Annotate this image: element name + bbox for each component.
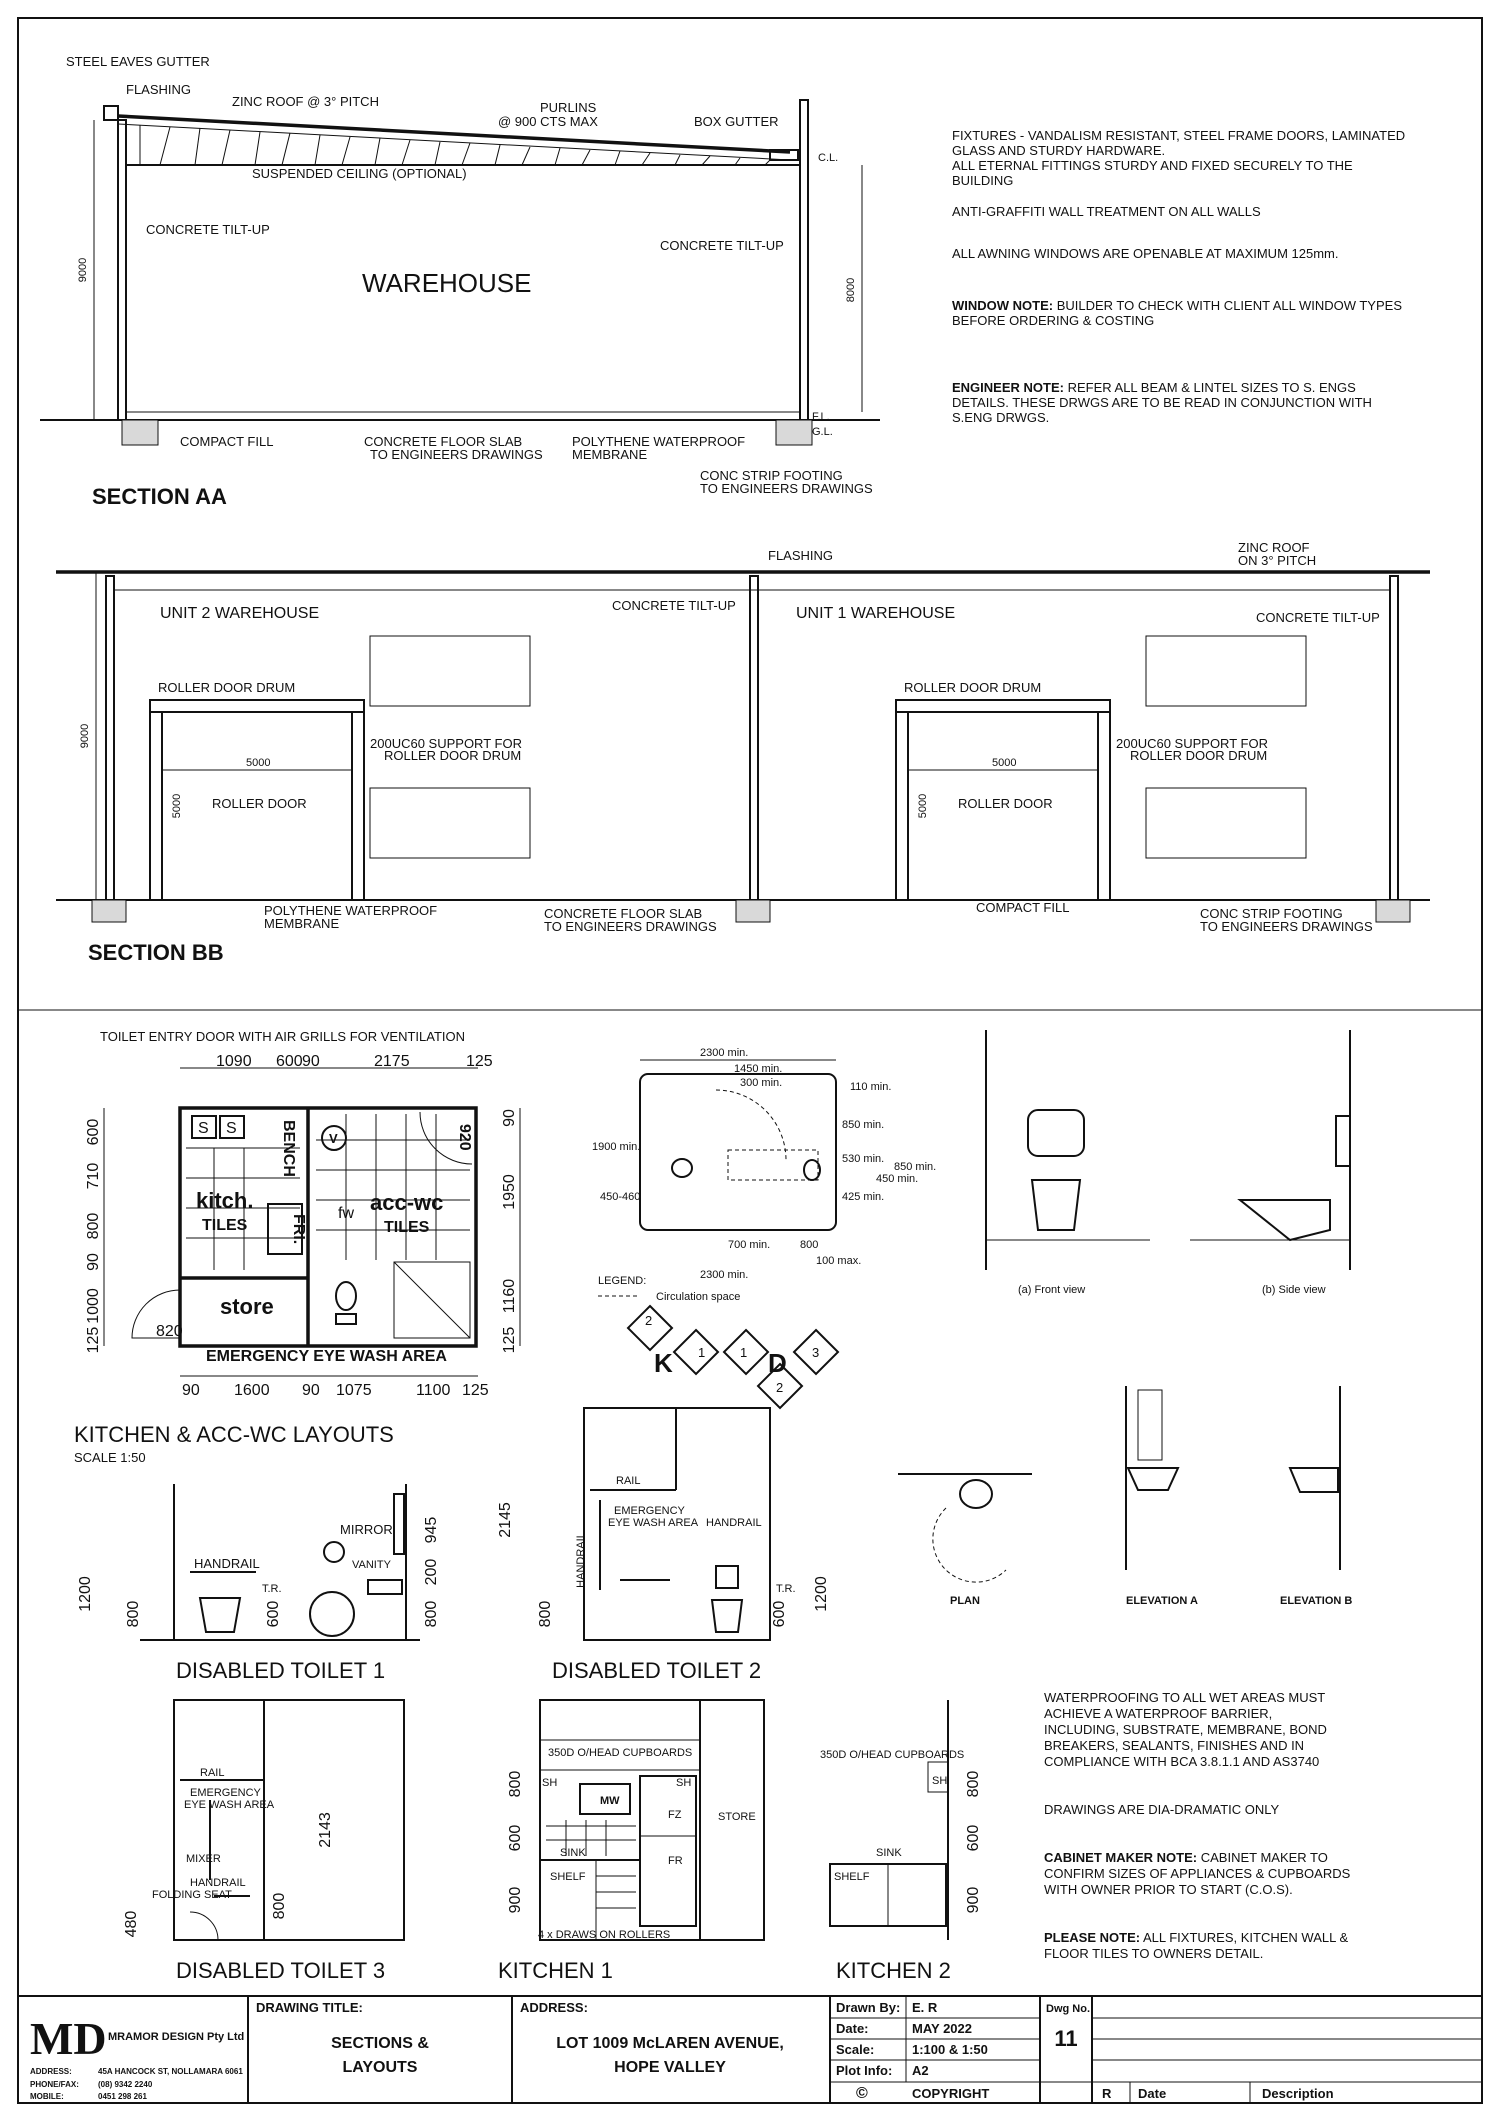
tb-mobile-label: MOBILE:	[30, 2092, 64, 2101]
note-window-head: WINDOW NOTE:	[952, 298, 1054, 313]
tb-dwg-no-label: Dwg No.	[1046, 2003, 1090, 2015]
note-engineer-1: REFER ALL BEAM & LINTEL SIZES TO S. ENGS	[1063, 380, 1356, 395]
basin-elev-a-mirror	[1138, 1390, 1162, 1460]
plan-cistern	[336, 1314, 356, 1324]
bb-flashing: FLASHING	[768, 548, 834, 563]
bb-dim-9000: 9000	[79, 723, 91, 749]
plan-fw: fw	[338, 1205, 354, 1222]
ref-h425: 425 min.	[842, 1191, 885, 1203]
bb-u1-support-2: ROLLER DOOR DRUM	[1130, 748, 1268, 763]
bb-footing-2-label: TO ENGINEERS DRAWINGS	[1200, 919, 1373, 934]
ref-h850b: 850 min.	[894, 1161, 937, 1173]
dt2-toilet	[712, 1600, 742, 1632]
bb-u2-dim-5000: 5000	[246, 757, 271, 769]
dt3-eye-2: EYE WASH AREA	[184, 1799, 275, 1811]
k1-fridge-freezer	[640, 1776, 696, 1926]
dt1-dim-3: 600	[265, 1600, 282, 1628]
dt1-dim-2: 800	[125, 1600, 142, 1628]
wp-5: COMPLIANCE WITH BCA 3.8.1.1 AND AS3740	[1044, 1754, 1320, 1769]
basin-plan-caption: PLAN	[950, 1595, 980, 1607]
plan-toilet	[336, 1282, 356, 1310]
dt3-frame	[174, 1700, 404, 1940]
bb-unit2: UNIT 2 WAREHOUSE	[160, 605, 320, 622]
bb-u2-support-2: ROLLER DOOR DRUM	[384, 748, 522, 763]
ref-side-cistern	[1336, 1116, 1350, 1166]
k1-cupboards-label: 350D O/HEAD CUPBOARDS	[548, 1747, 693, 1759]
dt1-tr-label: T.R.	[262, 1583, 282, 1595]
note-fixtures-2: GLASS AND STURDY HARDWARE.	[952, 143, 1166, 158]
bb-u2-post-left	[150, 712, 162, 900]
plan-kitchen-label: kitch.	[196, 1188, 254, 1213]
ref-front-cistern	[1028, 1110, 1084, 1156]
marker-k-top-num: 2	[645, 1313, 653, 1328]
ref-circ: Circulation space	[656, 1291, 741, 1303]
plan-accwc-label: acc-wc	[370, 1190, 444, 1215]
aa-zinc-roof: ZINC ROOF @ 3° PITCH	[232, 94, 379, 109]
marker-d-right-num: 3	[812, 1345, 820, 1360]
aa-poly-2: MEMBRANE	[572, 447, 648, 462]
dt1-dim-5: 200	[423, 1558, 440, 1586]
k2-sink: SINK	[876, 1847, 902, 1859]
dt1-title: DISABLED TOILET 1	[176, 1658, 386, 1683]
k1-sink: SINK	[560, 1847, 586, 1859]
tb-drawing-title-label: DRAWING TITLE:	[256, 2000, 363, 2015]
plan-left-dim-2: 710	[85, 1162, 102, 1190]
tb-plot-label: Plot Info:	[836, 2063, 893, 2078]
plan-eye-wash: EMERGENCY EYE WASH AREA	[206, 1348, 447, 1365]
dt1-dim-4: 945	[423, 1516, 440, 1544]
k1-fz: FZ	[668, 1809, 682, 1821]
k2-dim-1: 800	[965, 1770, 982, 1798]
aa-slab	[126, 412, 800, 420]
ref-legend: LEGEND:	[598, 1275, 647, 1287]
tb-rev-desc: Description	[1262, 2086, 1334, 2101]
plan-right-dim-4: 125	[501, 1326, 518, 1354]
tb-rev-grid	[1092, 2018, 1482, 2060]
plan-kitchen-tiles-label: TILES	[202, 1217, 248, 1234]
plan-heading: TOILET ENTRY DOOR WITH AIR GRILLS FOR VENTILATION	[100, 1029, 466, 1044]
aa-roof-line	[118, 116, 790, 152]
k1-fr: FR	[668, 1855, 683, 1867]
please-1: ALL FIXTURES, KITCHEN WALL &	[1140, 1930, 1349, 1945]
aa-left-wall	[118, 120, 126, 420]
dt3-folding-seat	[190, 1912, 218, 1940]
ref-h850: 850 min.	[842, 1119, 885, 1131]
tb-dwg-no: 11	[1054, 2026, 1078, 2051]
cab-head: CABINET MAKER NOTE:	[1044, 1850, 1198, 1865]
aa-right-wall	[800, 100, 808, 420]
basin-elev-b-basin	[1290, 1468, 1338, 1492]
plan-door-920: 920	[456, 1124, 473, 1151]
aa-eaves-gutter	[104, 106, 118, 120]
plan-bottom-dim-2: 1600	[234, 1382, 270, 1399]
bb-u1-roller-door: ROLLER DOOR	[958, 796, 1053, 811]
please-note	[1044, 1930, 1348, 1945]
cab-3: WITH OWNER PRIOR TO START (C.O.S).	[1044, 1882, 1293, 1897]
k1-store: STORE	[718, 1811, 756, 1823]
dt1-vanity-label: VANITY	[352, 1559, 391, 1571]
ref-w2300: 2300 min.	[700, 1047, 749, 1059]
bb-tilt-right: CONCRETE TILT-UP	[1256, 610, 1380, 625]
tb-date: MAY 2022	[912, 2021, 972, 2036]
dt3-mixer: MIXER	[186, 1853, 221, 1865]
k1-sh-left: SH	[542, 1777, 558, 1789]
tb-copyright-symbol: ©	[856, 2085, 868, 2102]
bb-footing-3	[1376, 900, 1410, 922]
note-graffiti: ANTI-GRAFFITI WALL TREATMENT ON ALL WALLS	[952, 204, 1261, 219]
dt3-elevation	[123, 1700, 404, 1983]
ref-b100: 100 max.	[816, 1255, 862, 1267]
plan-accwc-tiles	[316, 1114, 470, 1260]
basin-plan-basin	[960, 1480, 992, 1508]
plan-left-dim-3: 800	[85, 1212, 102, 1240]
ref-front-caption: (a) Front view	[1018, 1284, 1086, 1296]
plan-top-dim-3: 90	[302, 1053, 320, 1070]
dt2-rail-label: RAIL	[616, 1475, 641, 1487]
aa-poly-1: POLYTHENE WATERPROOF	[572, 434, 746, 449]
k1-sh-right: SH	[676, 1777, 692, 1789]
plan-store-label: store	[220, 1294, 274, 1319]
bb-slab-2: TO ENGINEERS DRAWINGS	[544, 919, 717, 934]
plan-title: KITCHEN & ACC-WC LAYOUTS	[74, 1422, 394, 1447]
dt2-handrail-v-label: HANDRAIL	[575, 1532, 587, 1588]
plan-left-dim-1: 600	[85, 1118, 102, 1146]
tb-drawing-title-1: SECTIONS &	[331, 2035, 429, 2052]
ref-l450: 450-460	[600, 1191, 641, 1203]
aa-cl: C.L.	[818, 152, 839, 164]
marker-d-left-num: 1	[740, 1345, 748, 1360]
aa-slab-1: CONCRETE FLOOR SLAB	[364, 434, 523, 449]
dt1-wheelchair	[310, 1592, 354, 1636]
ref-w1450: 1450 min.	[734, 1063, 783, 1075]
tb-rev-date: Date	[1138, 2086, 1167, 2101]
plan-top-dim-2: 600	[276, 1053, 303, 1070]
note-engineer-head: ENGINEER NOTE:	[952, 380, 1064, 395]
dia-note: DRAWINGS ARE DIA-DRAMATIC ONLY	[1044, 1802, 1280, 1817]
bb-title: SECTION BB	[88, 940, 224, 965]
k2-title: KITCHEN 2	[836, 1958, 951, 1983]
ref-front-pan	[1032, 1180, 1080, 1230]
dt2-dim-3: 600	[771, 1600, 788, 1628]
basin-elev-a-caption: ELEVATION A	[1126, 1595, 1198, 1607]
aa-footing-left	[122, 420, 158, 445]
plan-left-dim-5: 1000	[85, 1288, 102, 1324]
plan-top-dim-4: 2175	[374, 1053, 410, 1070]
wp-2: ACHIEVE A WATERPROOF BARRIER,	[1044, 1706, 1273, 1721]
dt2-elevation	[497, 1408, 830, 1683]
k1-dim-1: 800	[507, 1770, 524, 1798]
bb-poly-1: POLYTHENE WATERPROOF	[264, 903, 438, 918]
tb-phone-value: (08) 9342 2240	[98, 2080, 153, 2089]
bb-u2-drum-label: ROLLER DOOR DRUM	[158, 680, 296, 695]
aa-footing-1: CONC STRIP FOOTING	[700, 468, 843, 483]
cab-1: CABINET MAKER TO	[1197, 1850, 1328, 1865]
ref-plan-toilet	[672, 1159, 692, 1177]
general-notes	[952, 128, 1405, 425]
bb-footing-1	[92, 900, 126, 922]
view-markers	[628, 1306, 838, 1408]
wet-area-notes	[1044, 1690, 1351, 1961]
k1-drawers	[596, 1860, 636, 1940]
dt1-handrail-label: HANDRAIL	[194, 1556, 260, 1571]
ref-plan-room	[640, 1074, 836, 1230]
title-block	[18, 1996, 1482, 2103]
dt2-title: DISABLED TOILET 2	[552, 1658, 762, 1683]
note-window	[952, 298, 1402, 313]
k2-shelf: SHELF	[834, 1871, 870, 1883]
aa-concrete-tilt-right: CONCRETE TILT-UP	[660, 238, 784, 253]
marker-k-right	[674, 1330, 718, 1374]
plan-right-dim-3: 1160	[501, 1278, 518, 1314]
bb-zinc-1: ZINC ROOF	[1238, 540, 1310, 555]
ref-plan-basin	[804, 1160, 820, 1180]
aa-purlins-cts: @ 900 CTS MAX	[498, 114, 598, 129]
aa-box-gutter-label: BOX GUTTER	[694, 114, 779, 129]
wp-3: INCLUDING, SUBSTRATE, MEMBRANE, BOND	[1044, 1722, 1327, 1737]
note-engineer-3: S.ENG DRWGS.	[952, 410, 1050, 425]
note-awning: ALL AWNING WINDOWS ARE OPENABLE AT MAXIMUM 125mm.	[952, 246, 1339, 261]
ref-h450: 450 min.	[876, 1173, 919, 1185]
tb-scale-label: Scale:	[836, 2042, 875, 2057]
bb-u2-post-right	[352, 712, 364, 900]
tb-phone-label: PHONE/FAX:	[30, 2080, 79, 2089]
bb-u1-window-bottom	[1146, 788, 1306, 858]
plan-left-dim-6: 125	[85, 1326, 102, 1354]
bb-left-wall	[106, 576, 114, 900]
dt2-eye-2: EYE WASH AREA	[608, 1517, 699, 1529]
basin-elev-b-caption: ELEVATION B	[1280, 1595, 1353, 1607]
marker-d-bottom-num: 2	[776, 1380, 784, 1395]
note-engineer-2: DETAILS. THESE DRWGS ARE TO BE READ IN CONJUNCTION WITH	[952, 395, 1372, 410]
plan-vanity-label: V	[329, 1131, 338, 1146]
bb-u2-roller-door: ROLLER DOOR	[212, 796, 307, 811]
aa-suspended-ceiling: SUSPENDED CEILING (OPTIONAL)	[252, 166, 467, 181]
aa-title: SECTION AA	[92, 484, 227, 509]
bb-u1-support-1: 200UC60 SUPPORT FOR	[1116, 736, 1268, 751]
ref-h530: 530 min.	[842, 1153, 885, 1165]
reference-plan	[592, 1047, 936, 1303]
tb-copyright: COPYRIGHT	[912, 2086, 990, 2101]
dt3-dim-3: 480	[123, 1910, 140, 1938]
plan-fridge-label: FRI.	[290, 1214, 307, 1245]
aa-footing-2: TO ENGINEERS DRAWINGS	[700, 481, 873, 496]
cab-2: CONFIRM SIZES OF APPLIANCES & CUPBOARDS	[1044, 1866, 1351, 1881]
bb-zinc-2: ON 3° PITCH	[1238, 553, 1317, 568]
k2-sh: SH	[932, 1775, 948, 1787]
bb-slab-1: CONCRETE FLOOR SLAB	[544, 906, 703, 921]
wp-1: WATERPROOFING TO ALL WET AREAS MUST	[1044, 1690, 1326, 1705]
bb-u1-window-top	[1146, 636, 1306, 706]
bb-u1-drum	[896, 700, 1110, 712]
dt1-mirror-label: MIRROR	[340, 1522, 393, 1537]
please-2: FLOOR TILES TO OWNERS DETAIL.	[1044, 1946, 1264, 1961]
dt2-dim-1: 2145	[497, 1502, 514, 1538]
tb-company: MRAMOR DESIGN Pty Ltd	[108, 2031, 245, 2043]
note-fixtures-1: FIXTURES - VANDALISM RESISTANT, STEEL FRAME DOORS, LAMINATED	[952, 128, 1406, 143]
dt2-tr-label: T.R.	[776, 1583, 796, 1595]
plan-bottom-dim-6: 125	[462, 1382, 489, 1399]
section-aa	[40, 54, 880, 509]
marker-k-right-num: 1	[698, 1345, 706, 1360]
plan-scale: SCALE 1:50	[74, 1450, 146, 1465]
plan-shower-diag	[394, 1262, 470, 1338]
k2-dim-2: 600	[965, 1824, 982, 1852]
tb-site-address-1: LOT 1009 McLAREN AVENUE,	[556, 2035, 784, 2052]
aa-flashing: FLASHING	[126, 82, 192, 97]
plan-accwc-tiles-label: TILES	[384, 1219, 430, 1236]
dt3-eye-1: EMERGENCY	[190, 1787, 261, 1799]
note-window-1: BUILDER TO CHECK WITH CLIENT ALL WINDOW TYPES	[1053, 298, 1402, 313]
note-fixtures-3: ALL ETERNAL FITTINGS STURDY AND FIXED SECURELY TO THE	[952, 158, 1353, 173]
ref-h1900: 1900 min.	[592, 1141, 641, 1153]
plan-left-dim-4: 90	[85, 1253, 102, 1271]
tb-date-label: Date:	[836, 2021, 869, 2036]
tb-address-label: ADDRESS:	[30, 2067, 72, 2076]
dt2-eye-1: EMERGENCY	[614, 1505, 685, 1517]
ref-b800: 800	[800, 1239, 819, 1251]
bb-u2-support-1: 200UC60 SUPPORT FOR	[370, 736, 522, 751]
k1-dim-3: 900	[507, 1886, 524, 1914]
basin-elev-a-basin	[1128, 1468, 1178, 1490]
ref-side-caption: (b) Side view	[1262, 1284, 1326, 1296]
aa-slab-2: TO ENGINEERS DRAWINGS	[370, 447, 543, 462]
plan-bottom-dim-4: 1075	[336, 1382, 372, 1399]
dt2-handrail-label: HANDRAIL	[706, 1517, 762, 1529]
reference-elevations	[986, 1030, 1350, 1296]
marker-k-letter: K	[654, 1348, 673, 1378]
k1-title: KITCHEN 1	[498, 1958, 613, 1983]
ref-b2300: 2300 min.	[700, 1269, 749, 1281]
plan-sink-1-label: S	[198, 1120, 209, 1137]
aa-steel-eaves-gutter: STEEL EAVES GUTTER	[66, 54, 210, 69]
dt3-rail-label: RAIL	[200, 1767, 225, 1779]
bb-compact-fill: COMPACT FILL	[976, 900, 1070, 915]
plan-right-dim-1: 90	[501, 1109, 518, 1127]
ref-side-pan	[1240, 1200, 1330, 1240]
bb-u2-drum	[150, 700, 364, 712]
layout-plan	[74, 1029, 520, 1465]
tb-drawn-by: E. R	[912, 2000, 938, 2015]
cab-note	[1044, 1850, 1328, 1865]
aa-dim-8000: 8000	[845, 277, 857, 303]
dt1-dim-6: 800	[423, 1600, 440, 1628]
dt3-title: DISABLED TOILET 3	[176, 1958, 386, 1983]
dt2-dim-2: 800	[537, 1600, 554, 1628]
bb-footing-2	[736, 900, 770, 922]
plan-sink-2-label: S	[226, 1120, 237, 1137]
note-fixtures-4: BUILDING	[952, 173, 1014, 188]
dt1-vanity	[368, 1580, 402, 1594]
bb-party-wall	[750, 576, 758, 900]
plan-bottom-dim-1: 90	[182, 1382, 200, 1399]
marker-d-letter: D	[768, 1348, 787, 1378]
dt2-cistern	[716, 1566, 738, 1588]
plan-top-dim-1: 1090	[216, 1053, 252, 1070]
aa-compact-fill: COMPACT FILL	[180, 434, 274, 449]
dt1-dim-1: 1200	[77, 1576, 94, 1612]
tb-scale: 1:100 & 1:50	[912, 2042, 988, 2057]
bb-u1-post-left	[896, 712, 908, 900]
ref-w300: 300 min.	[740, 1077, 783, 1089]
dt2-dim-4: 1200	[813, 1576, 830, 1612]
k1-elevation	[498, 1700, 764, 1983]
bb-unit1: UNIT 1 WAREHOUSE	[796, 605, 956, 622]
tb-site-address-label: ADDRESS:	[520, 2000, 588, 2015]
bb-tilt-mid: CONCRETE TILT-UP	[612, 598, 736, 613]
aa-warehouse: WAREHOUSE	[362, 268, 532, 298]
aa-dim-9000: 9000	[77, 257, 89, 283]
k1-mw: MW	[600, 1795, 620, 1807]
ref-h110: 110 min.	[850, 1081, 892, 1093]
aa-roof-underside	[118, 124, 790, 160]
wp-4: BREAKERS, SEALANTS, FINISHES AND IN	[1044, 1738, 1305, 1753]
bb-u2-window-top	[370, 636, 530, 706]
plan-top-dim-5: 125	[466, 1053, 493, 1070]
dt3-dim-1: 2143	[317, 1812, 334, 1848]
tb-plot: A2	[912, 2063, 929, 2078]
k1-dim-2: 600	[507, 1824, 524, 1852]
please-head: PLEASE NOTE:	[1044, 1930, 1141, 1945]
plan-right-dim-2: 1950	[501, 1174, 518, 1210]
tb-drawing-title-2: LAYOUTS	[342, 2059, 418, 2076]
tb-mobile-value: 0451 298 261	[98, 2092, 147, 2101]
ref-b700: 700 min.	[728, 1239, 771, 1251]
plan-bottom-dim-5: 1100	[416, 1382, 451, 1399]
k2-dim-3: 900	[965, 1886, 982, 1914]
note-window-2: BEFORE ORDERING & COSTING	[952, 313, 1155, 328]
aa-concrete-tilt-left: CONCRETE TILT-UP	[146, 222, 270, 237]
k1-shelf: SHELF	[550, 1871, 586, 1883]
tb-rev-r: R	[1102, 2086, 1112, 2101]
bb-right-wall	[1390, 576, 1398, 900]
tb-logo: MD	[30, 2013, 107, 2064]
bb-u2-window-bottom	[370, 788, 530, 858]
reference-basin	[898, 1386, 1352, 1607]
aa-footing-right	[776, 420, 812, 445]
dt1-toilet	[200, 1598, 240, 1632]
dt3-folding-label: FOLDING SEAT	[152, 1889, 232, 1901]
bb-u1-post-right	[1098, 712, 1110, 900]
dt1-elevation	[77, 1484, 440, 1683]
basin-plan-circulation	[933, 1508, 1006, 1582]
plan-door-820: 820	[156, 1323, 183, 1340]
tb-site-address-2: HOPE VALLEY	[614, 2059, 726, 2076]
aa-gl: G.L.	[812, 426, 833, 438]
tb-address-value: 45A HANCOCK ST, NOLLAMARA 6061	[98, 2067, 243, 2076]
plan-bench: BENCH	[280, 1120, 297, 1177]
dt3-handrail-label: HANDRAIL	[190, 1877, 246, 1889]
bb-u1-dim-5000: 5000	[992, 757, 1017, 769]
section-bb	[56, 540, 1430, 965]
aa-fl: F.L.	[812, 411, 830, 423]
k2-cupboards-label: 350D O/HEAD CUPBOARDS	[820, 1749, 965, 1761]
aa-purlins: PURLINS	[540, 100, 597, 115]
dt3-dim-2: 800	[271, 1892, 288, 1920]
bb-footing-1-label: CONC STRIP FOOTING	[1200, 906, 1343, 921]
dt1-mirror	[394, 1494, 404, 1554]
bb-u1-drum-label: ROLLER DOOR DRUM	[904, 680, 1042, 695]
note-engineer	[952, 380, 1356, 395]
dt1-person-head	[324, 1542, 344, 1562]
k1-draws: 4 x DRAWS ON ROLLERS	[538, 1929, 671, 1941]
tb-drawn-by-label: Drawn By:	[836, 2000, 901, 2015]
k2-elevation	[820, 1700, 982, 1983]
plan-bottom-dim-3: 90	[302, 1382, 320, 1399]
bb-u2-dim-5000-v: 5000	[171, 793, 183, 819]
bb-poly-2: MEMBRANE	[264, 916, 340, 931]
bb-u1-dim-5000-v: 5000	[917, 793, 929, 819]
